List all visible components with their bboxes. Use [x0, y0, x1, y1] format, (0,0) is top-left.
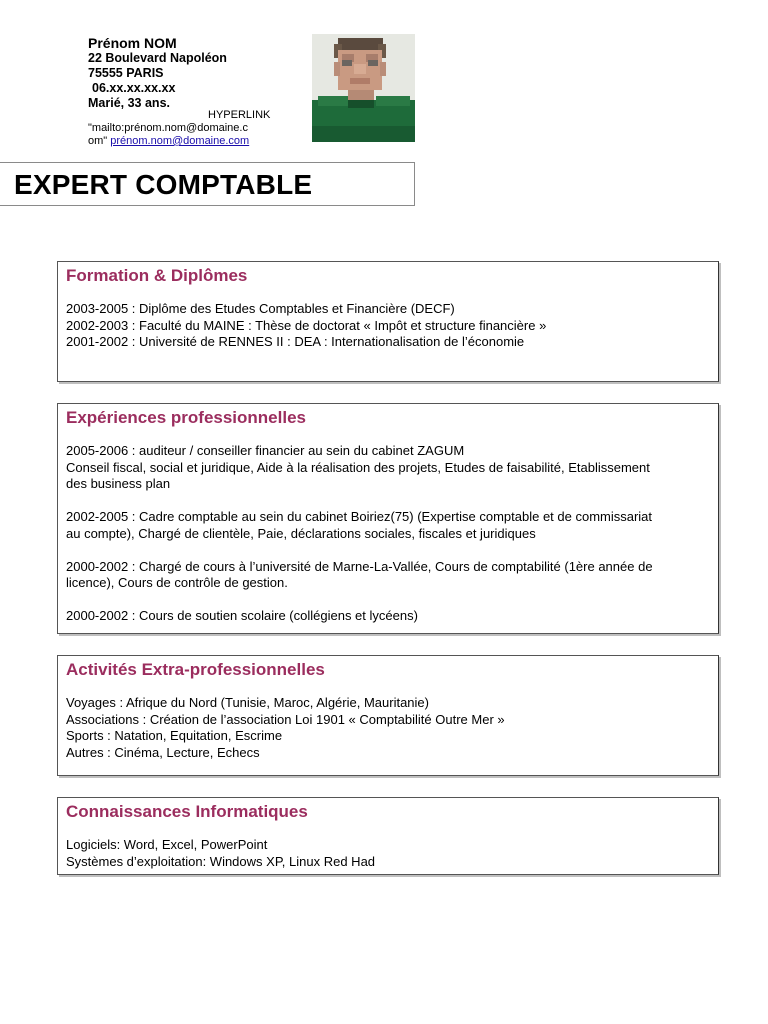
pixelated-portrait-photo-icon [312, 34, 415, 142]
formation-line: 2002-2003 : Faculté du MAINE : Thèse de doctorat « Impôt et structure financière » [66, 317, 547, 333]
portrait-photo [312, 34, 415, 142]
section-activites [57, 655, 719, 776]
job-title-box [0, 162, 415, 206]
experience-line: au compte), Chargé de clientèle, Paie, déclarations sociales, fiscales et juridiques [66, 525, 536, 541]
marital-status: Marié, 33 ans. [88, 96, 170, 110]
informatique-line: Logiciels: Word, Excel, PowerPoint [66, 837, 268, 852]
activite-line: Autres : Cinéma, Lecture, Echecs [66, 744, 260, 760]
email-link[interactable]: prénom.nom@domaine.com [110, 135, 250, 147]
experiences-body [66, 443, 710, 625]
informatique-line: Systèmes d’exploitation: Windows XP, Linux Red Had [66, 853, 376, 869]
activite-line: Associations : Création de l’association Loi 1901 « Comptabilité Outre Mer » [66, 711, 505, 727]
hyperlink-label: HYPERLINK [208, 109, 271, 121]
job-title: EXPERT COMPTABLE [14, 169, 313, 200]
section-heading-formation: Formation & Diplômes [66, 266, 248, 285]
section-heading-experiences: Expériences professionnelles [66, 408, 306, 427]
activites-body [66, 695, 710, 761]
formation-body [66, 301, 710, 351]
mailto-text-1: "mailto:prénom.nom@domaine.c [88, 122, 248, 134]
address-line-2: 75555 PARIS [88, 66, 164, 80]
informatique-body [66, 837, 710, 870]
activite-line: Sports : Natation, Equitation, Escrime [66, 728, 283, 743]
experience-line: 2002-2005 : Cadre comptable au sein du cabinet Boiriez(75) (Expertise comptable et de commissariat [66, 509, 653, 524]
section-informatique [57, 797, 719, 875]
section-heading-informatique: Connaissances Informatiques [66, 802, 308, 821]
activite-line: Voyages : Afrique du Nord (Tunisie, Maroc, Algérie, Mauritanie) [66, 695, 429, 710]
experience-line: des business plan [66, 476, 171, 491]
section-experiences [57, 403, 719, 634]
experience-line: 2000-2002 : Chargé de cours à l’université de Marne-La-Vallée, Cours de comptabilité (1ère année de [66, 558, 653, 574]
formation-line: 2001-2002 : Université de RENNES II : DEA : Internationalisation de l’économie [66, 334, 525, 349]
experience-line: Conseil fiscal, social et juridique, Aide à la réalisation des projets, Etudes de faisabilité, Etablissement [66, 459, 650, 475]
experience-line: 2005-2006 : auditeur / conseiller financier au sein du cabinet ZAGUM [66, 443, 465, 458]
address-line-1: 22 Boulevard Napoléon [88, 51, 227, 65]
person-name: Prénom NOM [88, 35, 177, 51]
experience-line: licence), Cours de contrôle de gestion. [66, 575, 288, 590]
experience-line: 2000-2002 : Cours de soutien scolaire (collégiens et lycéens) [66, 608, 418, 623]
contact-header [88, 36, 288, 111]
section-heading-activites: Activités Extra-professionnelles [66, 660, 325, 679]
mailto-text-2: om" [88, 135, 108, 147]
mailto-block [88, 122, 288, 148]
phone-number: 06.xx.xx.xx.xx [92, 81, 176, 95]
formation-line: 2003-2005 : Diplôme des Etudes Comptables et Financière (DECF) [66, 301, 455, 316]
section-formation [57, 261, 719, 382]
